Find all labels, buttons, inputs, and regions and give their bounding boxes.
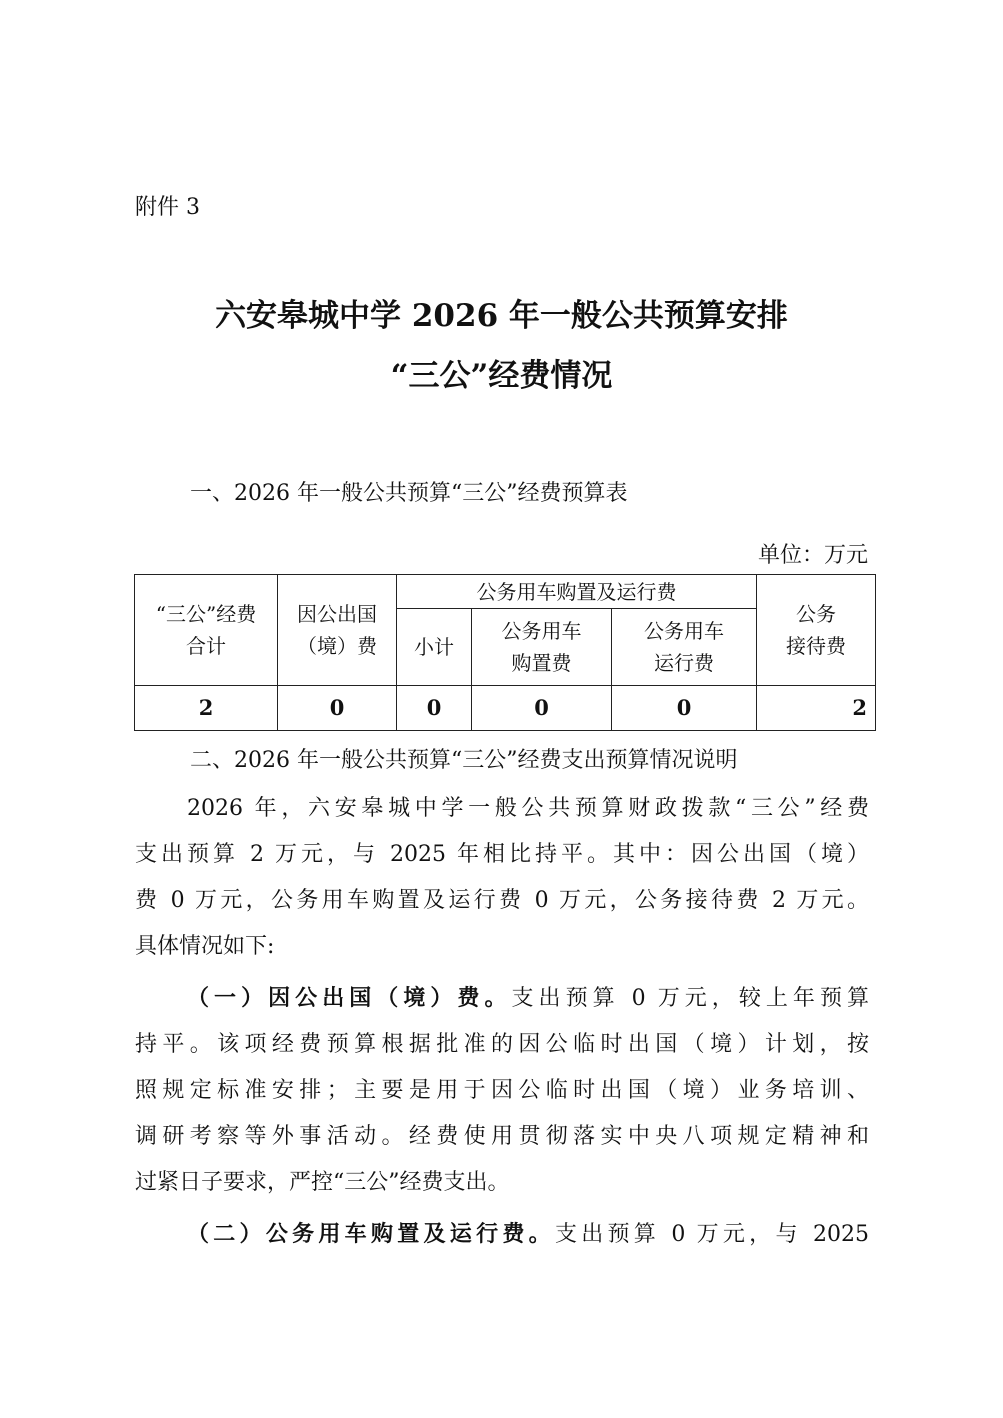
paragraph-line: 2026 年，六安皋城中学一般公共预算财政拨款“三公”经费 <box>187 796 869 821</box>
header-vehicle-operation: 公务用车 运行费 <box>612 609 757 686</box>
paragraph-line: （一）因公出国（境）费。支出预算 0 万元，较上年预算 <box>187 985 869 1011</box>
header-subtotal: 小计 <box>397 609 472 686</box>
paragraph-line: 支出预算 2 万元，与 2025 年相比持平。其中：因公出国（境） <box>135 842 869 867</box>
paragraph-line: 调研考察等外事活动。经费使用贯彻落实中央八项规定精神和 <box>135 1124 869 1149</box>
paragraph-line: 具体情况如下: <box>135 934 275 959</box>
cell-vehicle-operation: 0 <box>612 686 757 731</box>
section-1-heading: 一、2026 年一般公共预算“三公”经费预算表 <box>190 481 628 506</box>
unit-label: 单位：万元 <box>757 543 868 568</box>
cell-vehicle-purchase: 0 <box>472 686 612 731</box>
cell-overseas: 0 <box>278 686 397 731</box>
cell-subtotal: 0 <box>397 686 472 731</box>
paragraph-summary <box>135 786 869 970</box>
document-title-line-2: “三公”经费情况 <box>390 358 613 394</box>
table-row <box>135 686 876 731</box>
item-1-label: （一）因公出国（境）费。 <box>187 985 512 1011</box>
item-2-label: （二）公务用车购置及运行费。 <box>187 1221 555 1247</box>
paragraph-line: （二）公务用车购置及运行费。支出预算 0 万元，与 2025 <box>187 1221 869 1247</box>
header-overseas: 因公出国 （境）费 <box>278 575 397 686</box>
header-reception: 公务 接待费 <box>757 575 876 686</box>
paragraph-line: 照规定标准安排；主要是用于因公临时出国（境）业务培训、 <box>135 1078 869 1103</box>
budget-table <box>134 574 876 731</box>
section-2-heading: 二、2026 年一般公共预算“三公”经费支出预算情况说明 <box>190 748 738 773</box>
header-vehicle-group: 公务用车购置及运行费 <box>397 575 757 609</box>
paragraph-item-2 <box>135 1211 869 1258</box>
attachment-label: 附件 3 <box>135 195 200 220</box>
paragraph-line: 过紧日子要求，严控“三公”经费支出。 <box>135 1170 510 1195</box>
cell-reception: 2 <box>757 686 876 731</box>
paragraph-line: 持平。该项经费预算根据批准的因公临时出国（境）计划，按 <box>135 1032 869 1057</box>
paragraph-line: 费 0 万元，公务用车购置及运行费 0 万元，公务接待费 2 万元。 <box>135 888 869 913</box>
header-vehicle-purchase: 公务用车 购置费 <box>472 609 612 686</box>
header-total: “三公”经费 合计 <box>135 575 278 686</box>
table-header-row-1 <box>135 575 876 609</box>
document-title-line-1: 六安皋城中学 2026 年一般公共预算安排 <box>215 298 788 334</box>
cell-total: 2 <box>135 686 278 731</box>
paragraph-item-1 <box>135 975 869 1206</box>
